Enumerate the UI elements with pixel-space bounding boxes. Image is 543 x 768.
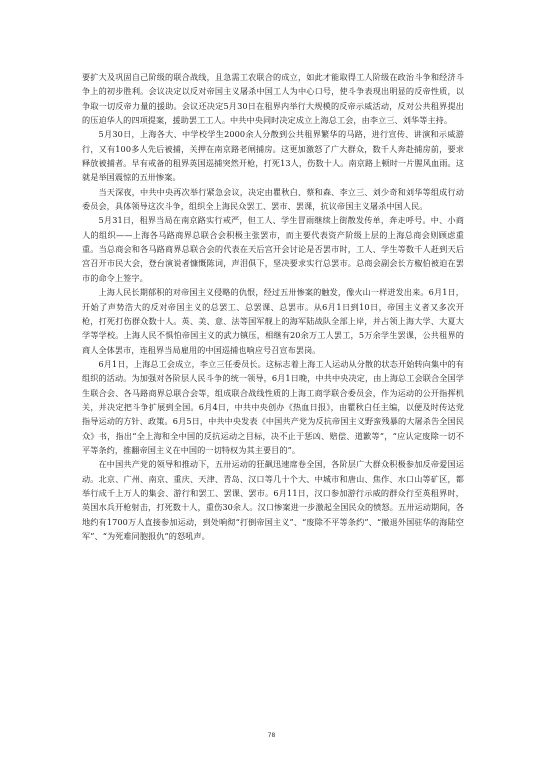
- paragraph-may-31: 5月31日，租界当局在南京路实行戒严，但工人、学生冒雨继续上街散发传单，奔走呼号。中、小商人的组织——上海各马路商界总联合会积极主张罢市，而主要代表资产阶级上层的上海总商会则顾虑重重。当总商会和各马路商界总联合会的代表在天后宫开会讨论是否罢市时，工人、学生等数千人赶到天后宫召开市民大会，登台演说者慷慨陈词，声泪俱下，坚决要求实行总罢市。总商会副会长方椒伯被迫在罢市的命令上签字。: [82, 215, 464, 283]
- paragraph-may-30: 5月30日，上海各大、中学校学生2000余人分散到公共租界繁华的马路，进行宣传、讲演和示威游行，又有100多人先后被捕，关押在南京路老闸捕房。这更加激怒了广大群众，数千人奔赴捕房前，要求释放被捕者。早有戒备的租界英国巡捕突然开枪，打死13人，伤数十人。南京路上顿时一片腥风血雨。这就是举国震惊的五卅惨案。: [82, 129, 464, 183]
- paragraph-continuation: 要扩大及巩固自己阶级的联合战线，且急需工农联合的成立，如此才能取得工人阶级在政治斗争和经济斗争上的初步胜利。会议决定以反对帝国主义屠杀中国工人为中心口号，使斗争表现出明显的反帝性质，以争取一切反帝力量的援助。会议还决定5月30日在租界内举行大规模的反帝示威活动，反对公共租界提出的压迫华人的四项提案，援助罢工工人。中共中央同时决定成立上海总工会，由李立三、刘华等主持。: [82, 72, 464, 126]
- paragraph-emergency-meeting: 当天深夜，中共中央再次举行紧急会议，决定由瞿秋白、蔡和森、李立三、刘少奇和刘华等组成行动委员会，具体领导这次斗争，组织全上海民众罢工、罢市、罢课，抗议帝国主义屠杀中国人民。: [82, 186, 464, 212]
- paragraph-general-labor-union: 6月1日，上海总工会成立，李立三任委员长。这标志着上海工人运动从分散的状态开始转向集中的有组织的活动。为加强对各阶层人民斗争的统一领导，6月1日晚，中共中央决定，由上海总工会联合全国学生联合会、各马路商界总联合会等，组成联合战线性质的上海工商学联合委员会，作为运动的公开指挥机关，并决定把斗争扩展到全国。6月4日，中共中央创办《热血日报》，由瞿秋白任主编，以便及时传达党指导运动的方针、政策。6月5日，中共中央发表《中国共产党为反抗帝国主义野蛮残暴的大屠杀告全国民众》书，指出“全上海和全中国的反抗运动之目标，决不止于惩凶、赔偿、道歉等”，“应认定废除一切不平等条约，推翻帝国主义在中国的一切特权为其主要目的”。: [82, 358, 464, 455]
- paragraph-nationwide-movement: 在中国共产党的领导和推动下，五卅运动的狂飙迅速席卷全国，各阶层广大群众积极参加反帝爱国运动。北京、广州、南京、重庆、天津、青岛、汉口等几十个大、中城市和唐山、焦作、水口山等矿区，都举行成千上万人的集会、游行和罢工、罢课、罢市。6月11日，汉口参加游行示威的群众行至英租界时，英国水兵开枪射击，打死数十人，重伤30余人。汉口惨案进一步激起全国民众的愤怒。五卅运动期间，各地约有1700万人直接参加运动，到处响彻“打倒帝国主义”、“废除不平等条约”、“撤退外国驻华的海陆空军”、“为死难同胞报仇”的怒吼声。: [82, 459, 464, 541]
- paragraph-general-strike: 上海人民长期郁积的对帝国主义侵略的仇恨，经过五卅惨案的触发，像火山一样迸发出来。6月1日，开始了声势浩大的反对帝国主义的总罢工、总罢课、总罢市。从6月1日到10日，帝国主义者又多次开枪，打死打伤群众数十人。英、美、意、法等国军舰上的海军陆战队全部上岸，并占领上海大学、大夏大学等学校。上海人民不惧怕帝国主义的武力镇压，相继有20余万工人罢工，5万余学生罢课，公共租界的商人全体罢市，连租界当局雇用的中国巡捕也响应号召宣布罢岗。: [82, 287, 464, 355]
- page-number: 78: [267, 732, 276, 739]
- document-body: [82, 70, 464, 543]
